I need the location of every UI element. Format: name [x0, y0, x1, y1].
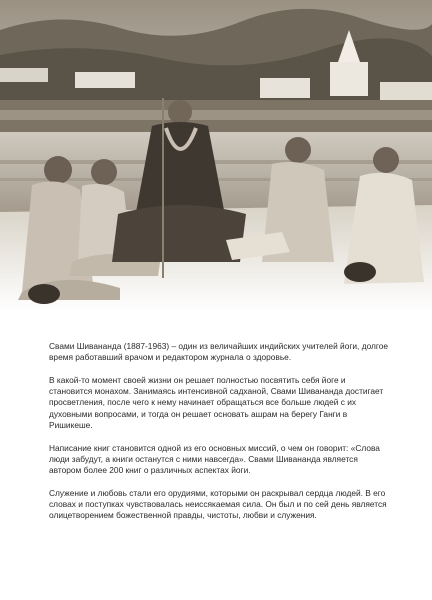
paragraph-books: Написание книг становится одной из его основных миссий, о чем он говорит: «Слова люди забудут, а книги останутся с ними навсегда». Свами Шивананда является автором более 200 книг о различных аспектах йоги. [49, 442, 380, 476]
paragraph-monkhood: В какой-то момент своей жизни он решает полностью посвятить себя йоге и становится монахом. Занимаясь интенсивной садханой, Свами Шивананда достигает просветления, после чего к нему начинает обращаться все больше людей с их духовными вопросами, и тогда он решает основать ашрам на берегу Ганги в Ришикеше. [49, 374, 384, 431]
biography-text [49, 341, 389, 533]
paragraph-service: Служение и любовь стали его орудиями, которыми он раскрывал сердца людей. В его словах и поступках чувствовалась неиссякаемая сила. Он был и по сей день является олицетворением божественной правды, чистоты, любви и служения. [49, 487, 387, 521]
paragraph-intro: Свами Шивананда (1887-1963) – один из величайших индийских учителей йоги, долгое время работавший врачом и редактором журнала о здоровье. [49, 341, 389, 363]
